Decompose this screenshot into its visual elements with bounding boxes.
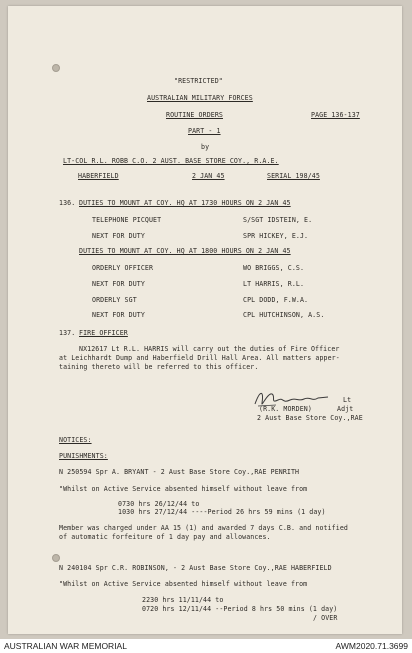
notices-heading: NOTICES: — [59, 436, 92, 444]
signature-rank: Lt — [343, 396, 352, 404]
part-label: PART - 1 — [188, 127, 221, 135]
duty-role: NEXT FOR DUTY — [92, 311, 145, 319]
absence-to: 1030 hrs 27/12/44 ----Period 26 hrs 59 mins (1 day) — [118, 508, 326, 516]
duties-heading-1730: DUTIES TO MOUNT AT COY. HQ AT 1730 HOURS ON 2 JAN 45 — [79, 199, 291, 207]
punch-hole — [52, 554, 60, 562]
punch-hole — [52, 64, 60, 72]
punishment-line: N 250594 Spr A. BRYANT - 2 Aust Base Store Coy.,RAE PENRITH — [59, 468, 300, 476]
duty-role: ORDERLY OFFICER — [92, 264, 154, 272]
body-line: NX12617 Lt R.L. HARRIS will carry out the duties of Fire Officer — [79, 345, 340, 353]
body-line: at Leichhardt Dump and Haberfield Drill Hall Area. All matters apper- — [59, 354, 340, 362]
duty-role: TELEPHONE PICQUET — [92, 216, 162, 224]
signature-name: (R.K. MORDEN) — [259, 405, 312, 413]
duty-name: LT HARRIS, R.L. — [243, 280, 305, 288]
duty-name: WO BRIGGS, C.S. — [243, 264, 305, 272]
force-title: AUSTRALIAN MILITARY FORCES — [147, 94, 253, 102]
punishments-heading: PUNISHMENTS: — [59, 452, 108, 460]
duty-name: S/SGT IDSTEIN, E. — [243, 216, 313, 224]
date-label: 2 JAN 45 — [192, 172, 225, 180]
duty-role: NEXT FOR DUTY — [92, 280, 145, 288]
routine-orders-title: ROUTINE ORDERS — [166, 111, 223, 119]
absence-to: 0720 hrs 12/11/44 --Period 8 hrs 50 mins (1 day) — [142, 605, 338, 613]
fire-officer-heading: FIRE OFFICER — [79, 329, 128, 337]
section-number-137: 137. — [59, 329, 76, 337]
award-line: Member was charged under AA 15 (1) and awarded 7 days C.B. and notified — [59, 524, 348, 532]
serial-label: SERIAL 198/45 — [267, 172, 320, 180]
absence-from: 0730 hrs 26/12/44 to — [118, 500, 200, 508]
signature-unit: 2 Aust Base Store Coy.,RAE — [257, 414, 363, 422]
charge-line: "Whilst on Active Service absented himself without leave from — [59, 580, 308, 588]
commanding-officer: LT-COL R.L. ROBB C.O. 2 AUST. BASE STORE COY., R.A.E. — [63, 157, 279, 165]
footer-institution: AUSTRALIAN WAR MEMORIAL — [4, 641, 127, 651]
duty-name: CPL HUTCHINSON, A.S. — [243, 311, 325, 319]
charge-line: "Whilst on Active Service absented himself without leave from — [59, 485, 308, 493]
over-label: / OVER — [313, 614, 338, 622]
award-line: of automatic forfeiture of 1 day pay and allowances. — [59, 533, 271, 541]
duty-role: NEXT FOR DUTY — [92, 232, 145, 240]
footer-accession: AWM2020.71.3699 — [335, 641, 408, 651]
duties-heading-1800: DUTIES TO MOUNT AT COY. HQ AT 1800 HOURS ON 2 JAN 45 — [79, 247, 291, 255]
absence-from: 2230 hrs 11/11/44 to — [142, 596, 224, 604]
signature-appointment: Adjt — [337, 405, 354, 413]
page-number: PAGE 136-137 — [311, 111, 360, 119]
classification-label: "RESTRICTED" — [174, 77, 223, 85]
by-label: by — [201, 143, 210, 151]
duty-name: SPR HICKEY, E.J. — [243, 232, 309, 240]
section-number-136: 136. — [59, 199, 76, 207]
body-line: taining thereto will be referred to this officer. — [59, 363, 259, 371]
footer-bar — [0, 639, 412, 653]
duty-role: ORDERLY SGT — [92, 296, 137, 304]
place-label: HABERFIELD — [78, 172, 119, 180]
duty-name: CPL DODD, F.W.A. — [243, 296, 309, 304]
punishment-line: N 240104 Spr C.R. ROBINSON, - 2 Aust Base Store Coy.,RAE HABERFIELD — [59, 564, 332, 572]
